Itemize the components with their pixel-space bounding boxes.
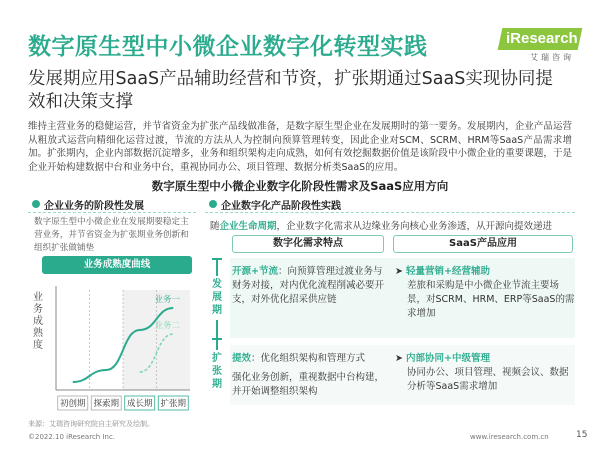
exp-needs-line1 bbox=[232, 352, 387, 366]
chart-title: 业务成熟度曲线 bbox=[42, 256, 192, 274]
exp-saas-keyword-line: ➤ 内部协同+中级管理 bbox=[395, 353, 490, 364]
bullet-dot-icon bbox=[32, 200, 40, 208]
dev-saas-cell bbox=[395, 265, 575, 321]
axis-tick bbox=[212, 258, 222, 260]
y-axis-label-char: 熟 bbox=[33, 328, 43, 339]
dev-saas-keyword: 轻量营销+经营辅助 bbox=[405, 266, 490, 277]
dev-needs-text: ：向预算管理过渡业务与财务对接，对内优化流程削减必要开支，对外优化招采供应链 bbox=[232, 266, 385, 305]
dev-needs-keyword: 开源+节流 bbox=[232, 266, 278, 277]
category-label: 初创期 bbox=[59, 399, 86, 409]
exp-saas-text-line bbox=[395, 366, 575, 394]
exp-needs-text2: 强化业务创新，重视数据中台构建，并开始调整组织架构 bbox=[232, 372, 385, 397]
exp-needs-cell bbox=[232, 352, 387, 399]
page-title: 数字原生型中小微企业数字化转型实践 bbox=[28, 34, 428, 60]
series-label: 业务一 bbox=[154, 295, 181, 305]
intro-highlight: 企业生命周期 bbox=[219, 221, 277, 232]
left-panel-title: 企业业务的阶段性发展 bbox=[44, 201, 144, 212]
series-label: 业务二 bbox=[154, 321, 181, 331]
stage-label-development: 发展期 bbox=[212, 279, 222, 316]
exp-needs-text1: ：优化组织架构和管理方式 bbox=[251, 353, 366, 364]
logo-subtitle: 艾瑞咨询 bbox=[530, 53, 574, 62]
y-axis-label-char: 业 bbox=[33, 292, 43, 303]
right-panel-title: 企业数字化产品阶段性实践 bbox=[221, 201, 341, 212]
intro-suffix: ，企业数字化需求从边缘业务向核心业务渗透，从开源向提效递进 bbox=[276, 221, 553, 232]
maturity-curve-chart bbox=[28, 278, 196, 414]
bullet-dot-icon bbox=[209, 200, 217, 208]
copyright: ©2022.10 iResearch Inc. bbox=[28, 433, 116, 441]
column-header-saas: SaaS产品应用 bbox=[393, 235, 573, 253]
source-note: 来源：艾瑞咨询研究院自主研究及绘制。 bbox=[28, 420, 154, 428]
right-panel-header bbox=[205, 196, 575, 213]
section-title: 数字原生型中小微企业数字化阶段性需求及SaaS应用方向 bbox=[151, 179, 449, 193]
dev-needs-cell bbox=[232, 265, 387, 307]
column-header-needs: 数字化需求特点 bbox=[232, 235, 384, 253]
axis-tick bbox=[212, 338, 222, 340]
category-label: 成长期 bbox=[126, 399, 153, 409]
highlight-band bbox=[157, 290, 191, 390]
exp-saas-keyword: 内部协同+中级管理 bbox=[405, 353, 490, 364]
page-number: 15 bbox=[576, 430, 588, 440]
logo-brand: iResearch bbox=[506, 30, 578, 47]
dev-saas-text-line bbox=[395, 279, 575, 321]
y-axis-label-char: 度 bbox=[33, 340, 43, 351]
stage-label-expansion: 扩张期 bbox=[212, 353, 222, 390]
category-label: 探索期 bbox=[93, 399, 120, 409]
dev-saas-text: 差旅和采购是中小微企业节流主要场景，对SCRM、HRM、ERP等SaaS的需求增加 bbox=[407, 280, 575, 319]
dev-saas-keyword-line: ➤ 轻量营销+经营辅助 bbox=[395, 266, 490, 277]
left-panel-description: 数字原生型中小微企业在发展期要稳定主营业务，并节省资金为扩张期业务创新和组织扩张做铺垫 bbox=[34, 217, 189, 253]
right-panel-intro bbox=[210, 218, 552, 232]
intro-paragraph: 维持主营业务的稳健运营，并节省资金为扩张产品线做准备，是数字原生型企业在发展期时的第一要务。发展期内，企业产品运营从粗放式运营向精细化运营过渡，节流的方法从人为控制向预算管理转变，因此企业对SCM、SCRM、HRM等SaaS产品需求增加。扩张期内，企业内部数据沉淀增多，业务和组织架构走向成熟，如何有效挖掘数据价值是该阶段中小微企业的重要课题，于是企业开始构建数据中台和业务中台，重视协同办公、项目管理、数据分析类SaaS的应用。 bbox=[28, 121, 572, 173]
exp-saas-text: 协同办公、项目管理、视频会议、数据分析等SaaS需求增加 bbox=[407, 367, 569, 392]
y-axis-label-char: 成 bbox=[33, 316, 43, 327]
website-url: www.iresearch.com.cn bbox=[470, 433, 549, 441]
exp-needs-keyword: 提效 bbox=[232, 353, 252, 364]
category-label: 扩张期 bbox=[160, 399, 187, 409]
y-axis-label-char: 务 bbox=[33, 304, 43, 315]
exp-saas-cell bbox=[395, 352, 575, 394]
left-panel-header bbox=[28, 196, 196, 213]
iresearch-logo bbox=[500, 28, 580, 68]
page-subtitle: 发展期应用SaaS产品辅助经营和节资，扩张期通过SaaS实现协同提效和决策支撑 bbox=[28, 69, 553, 112]
intro-prefix: 随 bbox=[210, 221, 220, 232]
